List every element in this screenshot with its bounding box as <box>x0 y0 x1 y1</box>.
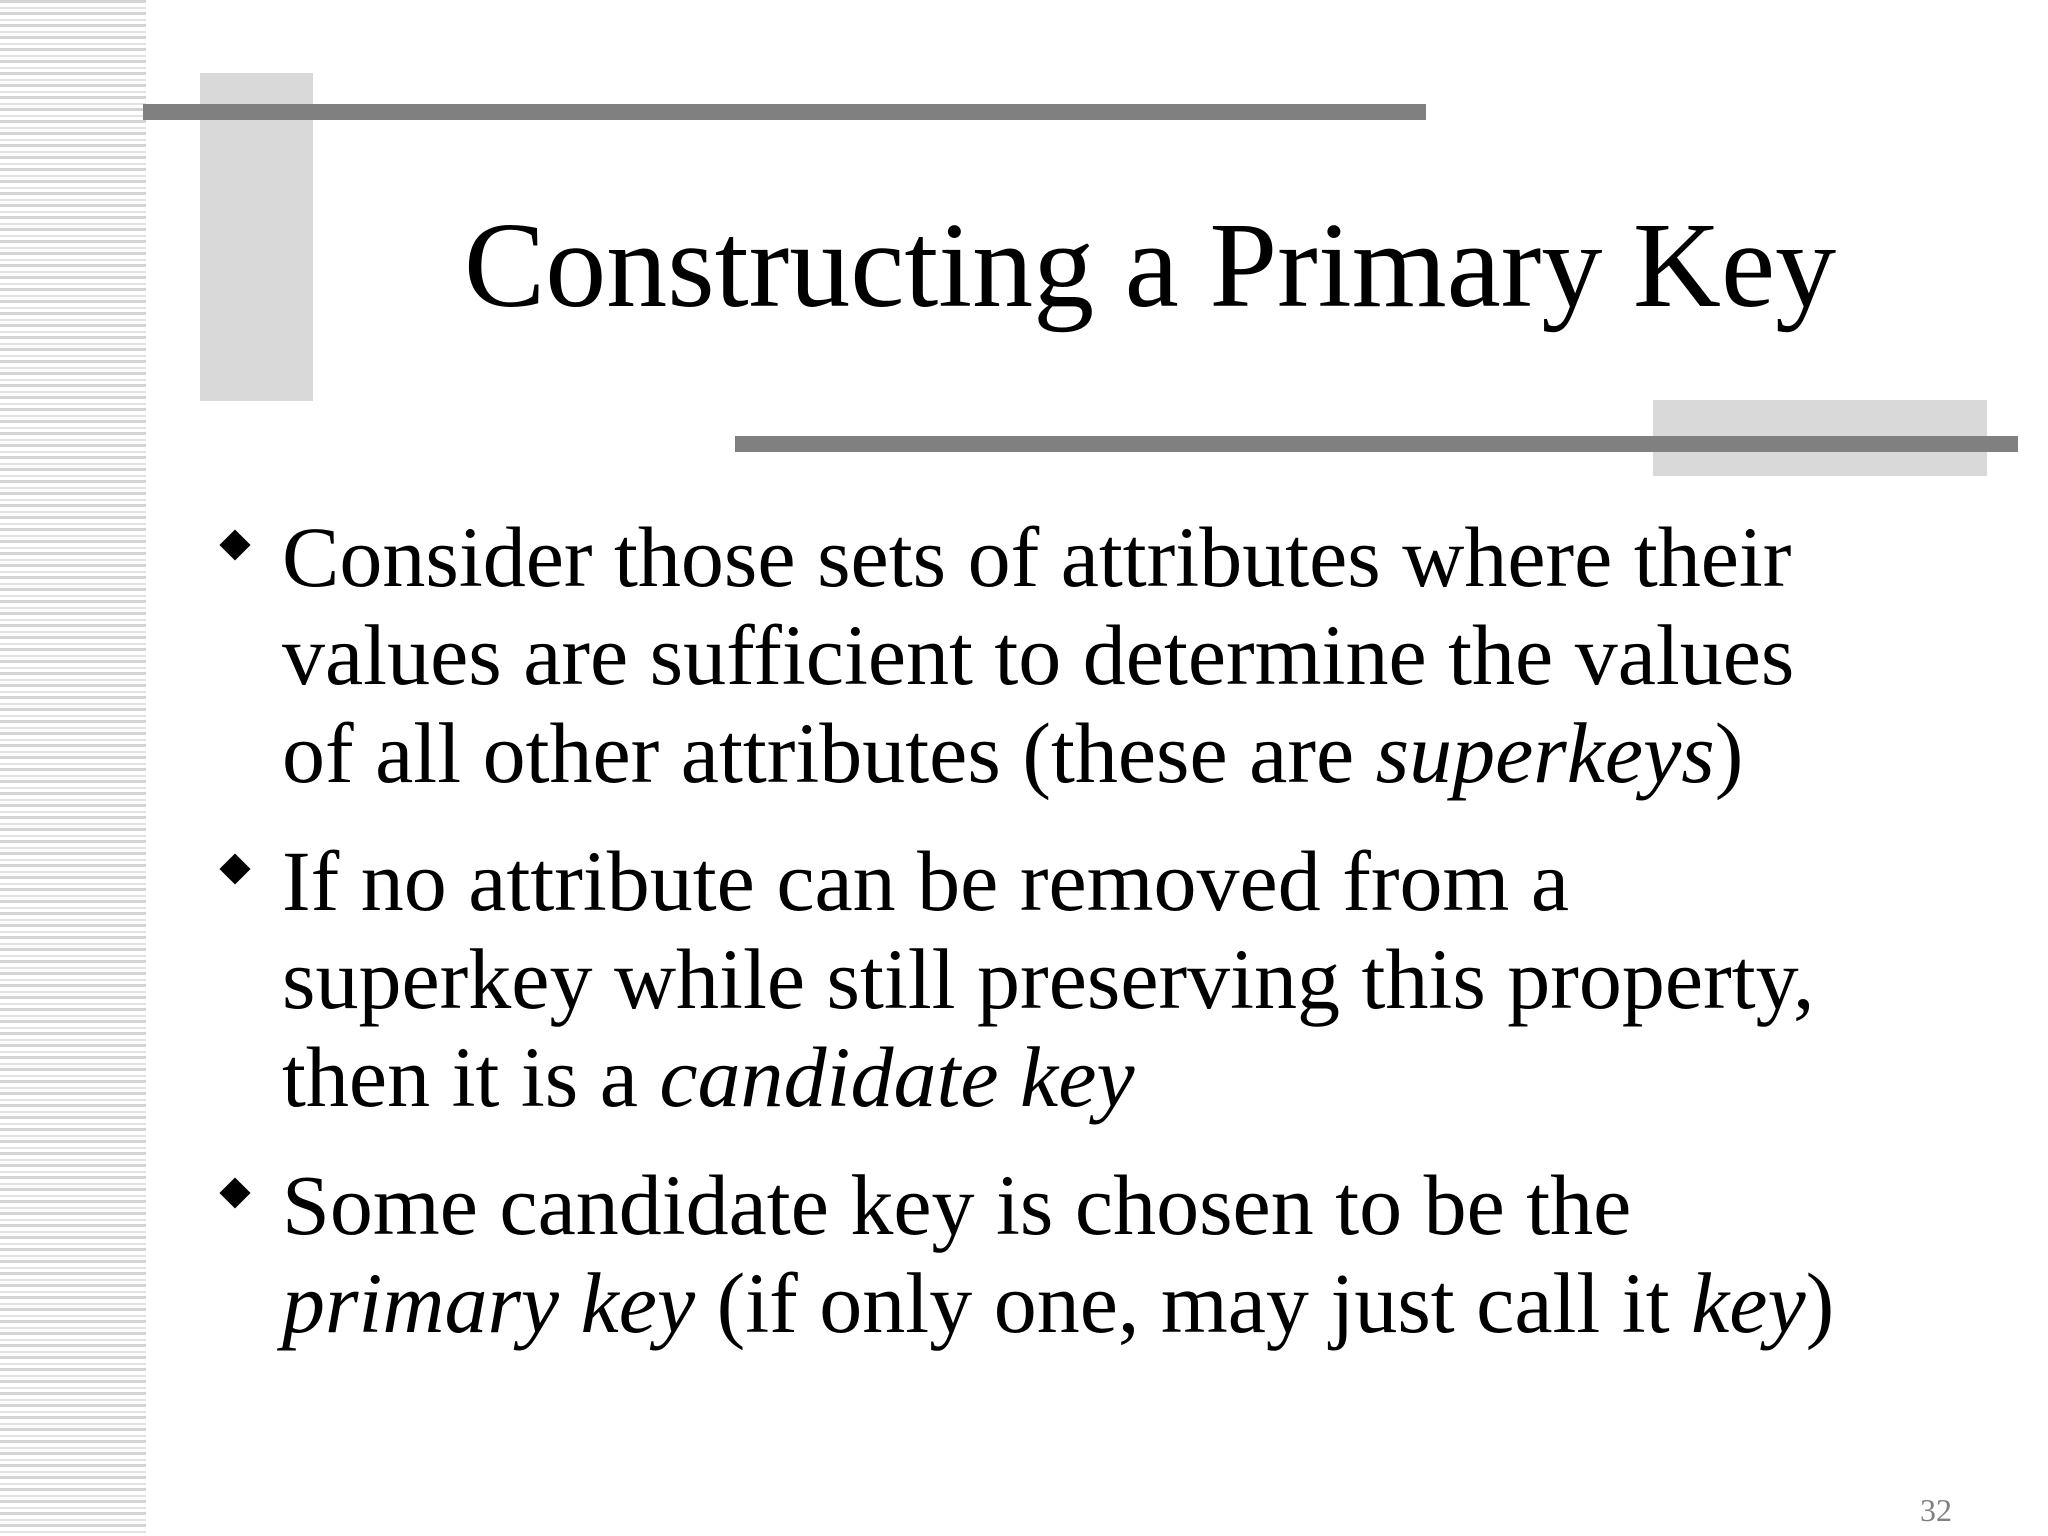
bullet-item <box>208 832 2008 1126</box>
slide-title: Constructing a Primary Key <box>463 198 1837 333</box>
bullet-line <box>282 704 2008 802</box>
bullet-line: superkey while still preserving this property, <box>282 931 1815 1027</box>
bullet-line: Consider those sets of attributes where their <box>282 509 1792 605</box>
bullet-text: ) <box>1714 705 1744 801</box>
bullet-text: of all other attributes (these are <box>282 705 1376 801</box>
bullet-line: If no attribute can be removed from a <box>282 833 1570 929</box>
bottom-rule <box>735 436 2018 452</box>
bullet-item <box>208 1156 2008 1352</box>
term-candidate-key: candidate key <box>659 1029 1135 1125</box>
bullet-list <box>208 508 2008 1382</box>
bullet-line <box>282 1028 2008 1126</box>
side-stripes-decoration <box>0 0 146 1536</box>
page-number: 32 <box>1920 1492 1952 1528</box>
bullet-line <box>282 1254 2008 1352</box>
term-key: key <box>1691 1255 1806 1351</box>
bullet-line: Some candidate key is chosen to be the <box>282 1157 1632 1253</box>
bullet-text: then it is a <box>282 1029 660 1125</box>
diamond-bullet-icon <box>219 529 250 560</box>
diamond-bullet-icon <box>219 853 250 884</box>
bullet-line: values are sufficient to determine the values <box>282 607 1795 703</box>
diamond-bullet-icon <box>219 1177 250 1208</box>
term-superkeys: superkeys <box>1375 705 1715 801</box>
bullet-text: ) <box>1805 1255 1835 1351</box>
term-primary-key: primary key <box>282 1255 696 1351</box>
bullet-item <box>208 508 2008 802</box>
bullet-text: (if only one, may just call it <box>695 1255 1692 1351</box>
top-rule <box>143 104 1426 120</box>
